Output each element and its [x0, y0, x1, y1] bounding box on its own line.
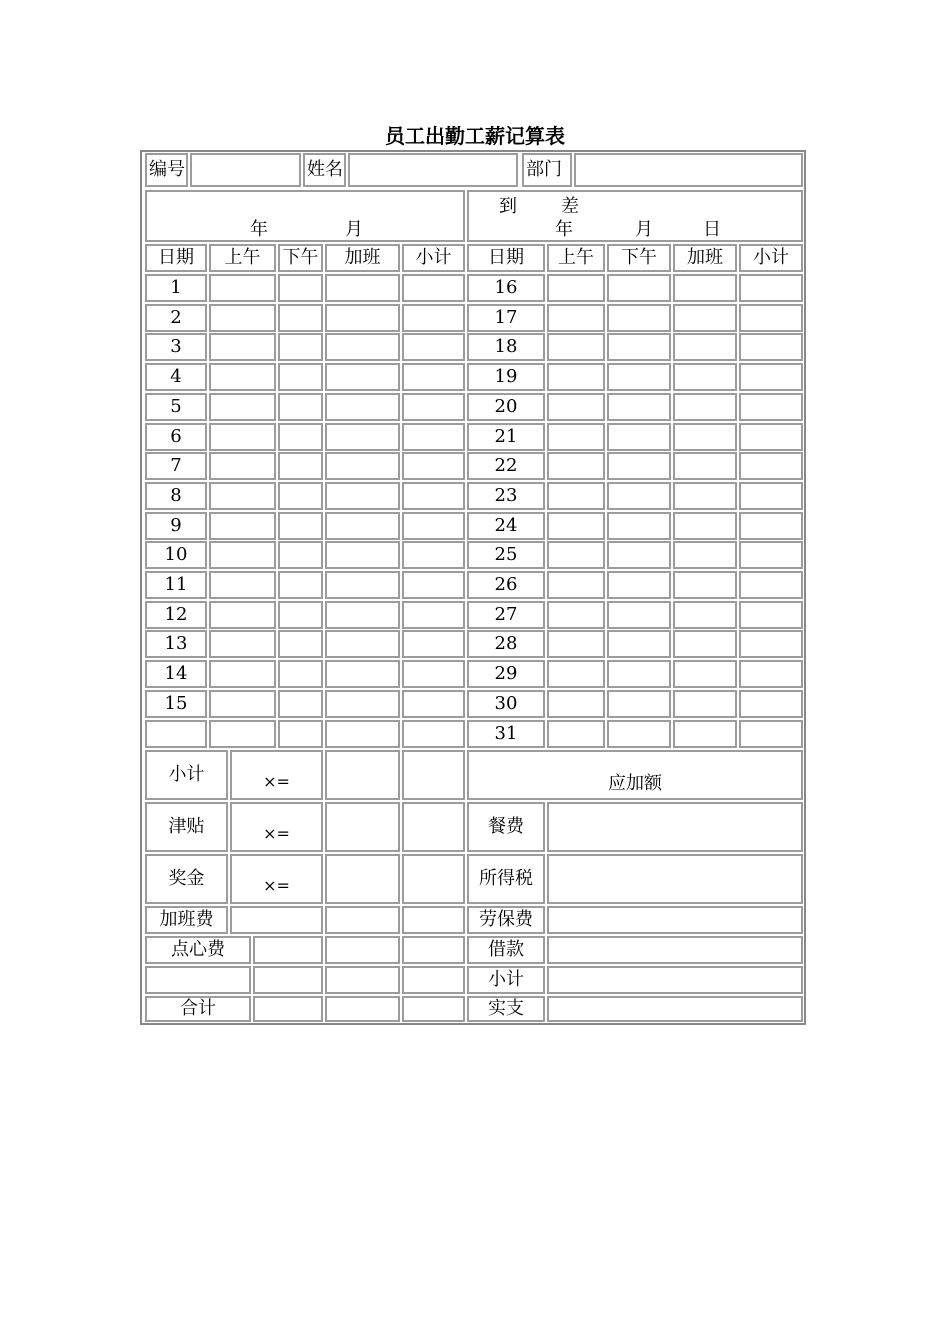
attendance-entry-cell[interactable] [739, 630, 803, 658]
attendance-entry-cell[interactable] [325, 393, 400, 421]
attendance-entry-cell[interactable] [209, 274, 276, 302]
attendance-entry-cell[interactable] [209, 512, 276, 540]
day-number: 28 [467, 630, 545, 658]
attendance-entry-cell[interactable] [325, 720, 400, 748]
day-number: 23 [467, 482, 545, 510]
attendance-entry-cell[interactable] [547, 601, 605, 629]
day-number: 13 [145, 630, 207, 658]
attendance-entry-cell[interactable] [607, 363, 671, 391]
attendance-entry-cell[interactable] [278, 363, 323, 391]
day-number: 29 [467, 660, 545, 688]
bonus-value[interactable] [325, 854, 400, 904]
attendance-entry-cell[interactable] [739, 423, 803, 451]
summary-subtotal-amount[interactable] [402, 750, 465, 800]
period-unit-label: 月 [345, 219, 363, 240]
bonus-multiplier[interactable]: ×= [230, 854, 323, 904]
attendance-entry-cell[interactable] [209, 333, 276, 361]
overtime-fee-field[interactable] [230, 906, 323, 934]
attendance-entry-cell[interactable] [325, 690, 400, 718]
attendance-entry-cell[interactable] [402, 541, 465, 569]
attendance-entry-cell[interactable] [673, 601, 737, 629]
name-label: 姓名 [303, 153, 346, 187]
period-year-month[interactable] [145, 190, 465, 242]
attendance-entry-cell[interactable] [209, 720, 276, 748]
attendance-entry-cell[interactable] [278, 630, 323, 658]
attendance-entry-cell[interactable] [278, 571, 323, 599]
attendance-entry-cell[interactable] [607, 393, 671, 421]
attendance-entry-cell[interactable] [739, 571, 803, 599]
attendance-entry-cell[interactable] [278, 452, 323, 480]
attendance-entry-cell[interactable] [547, 363, 605, 391]
attendance-entry-cell[interactable] [739, 660, 803, 688]
attendance-entry-cell[interactable] [739, 512, 803, 540]
attendance-entry-cell[interactable] [547, 512, 605, 540]
total-field[interactable] [253, 996, 323, 1022]
attendance-entry-cell[interactable] [402, 720, 465, 748]
attendance-entry-cell[interactable] [607, 690, 671, 718]
attendance-entry-cell[interactable] [739, 393, 803, 421]
attendance-entry-cell[interactable] [607, 660, 671, 688]
attendance-entry-cell[interactable] [209, 363, 276, 391]
blank-entry-cell[interactable] [325, 966, 400, 994]
attendance-entry-cell[interactable] [607, 512, 671, 540]
attendance-entry-cell[interactable] [673, 571, 737, 599]
attendance-entry-cell[interactable] [278, 720, 323, 748]
attendance-entry-cell[interactable] [209, 571, 276, 599]
day-number [145, 720, 207, 748]
attendance-entry-cell[interactable] [209, 660, 276, 688]
period-unit-label: 日 [703, 219, 721, 240]
total-amount[interactable] [402, 996, 465, 1022]
attendance-entry-cell[interactable] [278, 512, 323, 540]
blank-entry-cell[interactable] [253, 966, 323, 994]
attendance-entry-cell[interactable] [673, 482, 737, 510]
attendance-entry-cell[interactable] [547, 304, 605, 332]
attendance-entry-cell[interactable] [402, 601, 465, 629]
dept-field[interactable] [574, 153, 803, 187]
day-number: 18 [467, 333, 545, 361]
attendance-entry-cell[interactable] [607, 720, 671, 748]
attendance-entry-cell[interactable] [607, 541, 671, 569]
allowance-value[interactable] [325, 802, 400, 852]
day-number: 11 [145, 571, 207, 599]
dept-label: 部门 [522, 153, 572, 187]
attendance-entry-cell[interactable] [402, 393, 465, 421]
actual-pay-field[interactable] [547, 996, 803, 1022]
allowance-label: 津贴 [145, 802, 228, 852]
attendance-entry-cell[interactable] [739, 304, 803, 332]
attendance-entry-cell[interactable] [673, 630, 737, 658]
attendance-entry-cell[interactable] [325, 512, 400, 540]
attendance-entry-cell[interactable] [402, 452, 465, 480]
day-number: 27 [467, 601, 545, 629]
attendance-entry-cell[interactable] [607, 274, 671, 302]
should-add-header: 应加额 [467, 750, 803, 800]
day-number: 26 [467, 571, 545, 599]
attendance-entry-cell[interactable] [278, 274, 323, 302]
allowance-multiplier[interactable]: ×= [230, 802, 323, 852]
attendance-entry-cell[interactable] [547, 393, 605, 421]
column-header-afternoon: 下午 [607, 244, 671, 272]
attendance-entry-cell[interactable] [607, 630, 671, 658]
day-number: 31 [467, 720, 545, 748]
attendance-entry-cell[interactable] [739, 274, 803, 302]
subtotal2-field[interactable] [547, 966, 803, 994]
attendance-entry-cell[interactable] [402, 363, 465, 391]
insurance-label: 劳保费 [467, 906, 545, 934]
attendance-entry-cell[interactable] [325, 482, 400, 510]
day-number: 22 [467, 452, 545, 480]
total-value[interactable] [325, 996, 400, 1022]
attendance-entry-cell[interactable] [547, 541, 605, 569]
attendance-entry-cell[interactable] [547, 482, 605, 510]
attendance-entry-cell[interactable] [402, 512, 465, 540]
summary-subtotal-label: 小计 [145, 750, 228, 800]
attendance-entry-cell[interactable] [325, 630, 400, 658]
attendance-entry-cell[interactable] [607, 333, 671, 361]
attendance-entry-cell[interactable] [547, 660, 605, 688]
attendance-entry-cell[interactable] [547, 690, 605, 718]
attendance-entry-cell[interactable] [325, 304, 400, 332]
meal-field[interactable] [547, 802, 803, 852]
period-unit-label: 差 [561, 196, 579, 217]
attendance-entry-cell[interactable] [739, 541, 803, 569]
day-number: 15 [145, 690, 207, 718]
attendance-entry-cell[interactable] [607, 601, 671, 629]
attendance-entry-cell[interactable] [547, 274, 605, 302]
attendance-entry-cell[interactable] [673, 274, 737, 302]
attendance-form [140, 150, 806, 1025]
day-number: 3 [145, 333, 207, 361]
attendance-entry-cell[interactable] [209, 690, 276, 718]
column-header-morning: 上午 [547, 244, 605, 272]
attendance-entry-cell[interactable] [739, 720, 803, 748]
attendance-entry-cell[interactable] [209, 541, 276, 569]
attendance-entry-cell[interactable] [607, 482, 671, 510]
period-unit-label: 月 [635, 219, 653, 240]
day-number: 14 [145, 660, 207, 688]
attendance-entry-cell[interactable] [402, 660, 465, 688]
insurance-field[interactable] [547, 906, 803, 934]
page-title: 员工出勤工薪记算表 [385, 124, 565, 148]
period-unit-label: 到 [499, 196, 517, 217]
attendance-entry-cell[interactable] [673, 512, 737, 540]
attendance-entry-cell[interactable] [325, 660, 400, 688]
day-number: 24 [467, 512, 545, 540]
attendance-entry-cell[interactable] [325, 363, 400, 391]
attendance-entry-cell[interactable] [402, 482, 465, 510]
period-unit-label: 年 [555, 219, 573, 240]
attendance-entry-cell[interactable] [739, 601, 803, 629]
subtotal2-label: 小计 [467, 966, 545, 994]
day-number: 20 [467, 393, 545, 421]
attendance-entry-cell[interactable] [607, 452, 671, 480]
snack-fee-amount[interactable] [402, 936, 465, 964]
attendance-entry-cell[interactable] [739, 482, 803, 510]
column-header-overtime: 加班 [673, 244, 737, 272]
day-number: 2 [145, 304, 207, 332]
day-number: 16 [467, 274, 545, 302]
attendance-entry-cell[interactable] [673, 393, 737, 421]
meal-label: 餐费 [467, 802, 545, 852]
attendance-entry-cell[interactable] [547, 630, 605, 658]
attendance-entry-cell[interactable] [547, 452, 605, 480]
attendance-entry-cell[interactable] [325, 541, 400, 569]
attendance-entry-cell[interactable] [673, 304, 737, 332]
attendance-entry-cell[interactable] [325, 601, 400, 629]
income-tax-field[interactable] [547, 854, 803, 904]
attendance-entry-cell[interactable] [278, 423, 323, 451]
attendance-entry-cell[interactable] [547, 720, 605, 748]
column-header-afternoon: 下午 [278, 244, 323, 272]
attendance-entry-cell[interactable] [278, 541, 323, 569]
attendance-entry-cell[interactable] [547, 571, 605, 599]
day-number: 25 [467, 541, 545, 569]
column-header-overtime: 加班 [325, 244, 400, 272]
attendance-entry-cell[interactable] [547, 333, 605, 361]
attendance-entry-cell[interactable] [278, 482, 323, 510]
attendance-entry-cell[interactable] [402, 690, 465, 718]
overtime-fee-value[interactable] [325, 906, 400, 934]
snack-fee-value[interactable] [325, 936, 400, 964]
id-label: 编号 [145, 153, 188, 187]
attendance-entry-cell[interactable] [278, 690, 323, 718]
attendance-entry-cell[interactable] [402, 630, 465, 658]
attendance-entry-cell[interactable] [278, 304, 323, 332]
blank-entry-cell[interactable] [402, 966, 465, 994]
blank-label-cell [145, 966, 251, 994]
attendance-entry-cell[interactable] [209, 393, 276, 421]
day-number: 6 [145, 423, 207, 451]
day-number: 5 [145, 393, 207, 421]
attendance-entry-cell[interactable] [209, 304, 276, 332]
attendance-entry-cell[interactable] [325, 274, 400, 302]
summary-subtotal-value[interactable] [325, 750, 400, 800]
attendance-entry-cell[interactable] [739, 690, 803, 718]
attendance-entry-cell[interactable] [278, 660, 323, 688]
actual-pay-label: 实支 [467, 996, 545, 1022]
attendance-entry-cell[interactable] [209, 601, 276, 629]
attendance-entry-cell[interactable] [325, 423, 400, 451]
attendance-entry-cell[interactable] [209, 482, 276, 510]
attendance-entry-cell[interactable] [209, 630, 276, 658]
snack-fee-label: 点心费 [145, 936, 251, 964]
attendance-entry-cell[interactable] [325, 452, 400, 480]
day-number: 17 [467, 304, 545, 332]
attendance-entry-cell[interactable] [607, 423, 671, 451]
attendance-entry-cell[interactable] [402, 274, 465, 302]
name-field[interactable] [348, 153, 518, 187]
day-number: 1 [145, 274, 207, 302]
attendance-entry-cell[interactable] [673, 720, 737, 748]
day-number: 12 [145, 601, 207, 629]
attendance-entry-cell[interactable] [607, 571, 671, 599]
attendance-entry-cell[interactable] [739, 333, 803, 361]
day-number: 21 [467, 423, 545, 451]
day-number: 19 [467, 363, 545, 391]
bonus-label: 奖金 [145, 854, 228, 904]
income-tax-label: 所得税 [467, 854, 545, 904]
loan-label: 借款 [467, 936, 545, 964]
day-number: 10 [145, 541, 207, 569]
attendance-entry-cell[interactable] [402, 571, 465, 599]
attendance-entry-cell[interactable] [209, 423, 276, 451]
overtime-fee-amount[interactable] [402, 906, 465, 934]
attendance-entry-cell[interactable] [402, 333, 465, 361]
attendance-entry-cell[interactable] [673, 452, 737, 480]
column-header-date: 日期 [467, 244, 545, 272]
attendance-entry-cell[interactable] [209, 452, 276, 480]
column-header-date: 日期 [145, 244, 207, 272]
attendance-entry-cell[interactable] [739, 363, 803, 391]
day-number: 4 [145, 363, 207, 391]
period-unit-label: 年 [250, 219, 268, 240]
attendance-entry-cell[interactable] [673, 363, 737, 391]
attendance-entry-cell[interactable] [673, 690, 737, 718]
attendance-entry-cell[interactable] [325, 571, 400, 599]
business-trip-period[interactable] [467, 190, 803, 242]
day-number: 30 [467, 690, 545, 718]
day-number: 9 [145, 512, 207, 540]
attendance-entry-cell[interactable] [278, 393, 323, 421]
loan-field[interactable] [547, 936, 803, 964]
attendance-entry-cell[interactable] [278, 333, 323, 361]
attendance-entry-cell[interactable] [402, 304, 465, 332]
attendance-entry-cell[interactable] [673, 541, 737, 569]
total-label: 合计 [145, 996, 251, 1022]
column-header-morning: 上午 [209, 244, 276, 272]
attendance-entry-cell[interactable] [325, 333, 400, 361]
day-number: 8 [145, 482, 207, 510]
bonus-amount[interactable] [402, 854, 465, 904]
column-header-subtotal: 小计 [402, 244, 465, 272]
attendance-entry-cell[interactable] [673, 660, 737, 688]
attendance-entry-cell[interactable] [278, 601, 323, 629]
id-field[interactable] [190, 153, 301, 187]
attendance-entry-cell[interactable] [402, 423, 465, 451]
summary-subtotal-multiplier[interactable]: ×= [230, 750, 323, 800]
day-number: 7 [145, 452, 207, 480]
overtime-fee-label: 加班费 [145, 906, 228, 934]
snack-fee-field[interactable] [253, 936, 323, 964]
attendance-entry-cell[interactable] [547, 423, 605, 451]
attendance-entry-cell[interactable] [673, 423, 737, 451]
attendance-entry-cell[interactable] [607, 304, 671, 332]
allowance-amount[interactable] [402, 802, 465, 852]
attendance-entry-cell[interactable] [673, 333, 737, 361]
column-header-subtotal: 小计 [739, 244, 803, 272]
attendance-entry-cell[interactable] [739, 452, 803, 480]
